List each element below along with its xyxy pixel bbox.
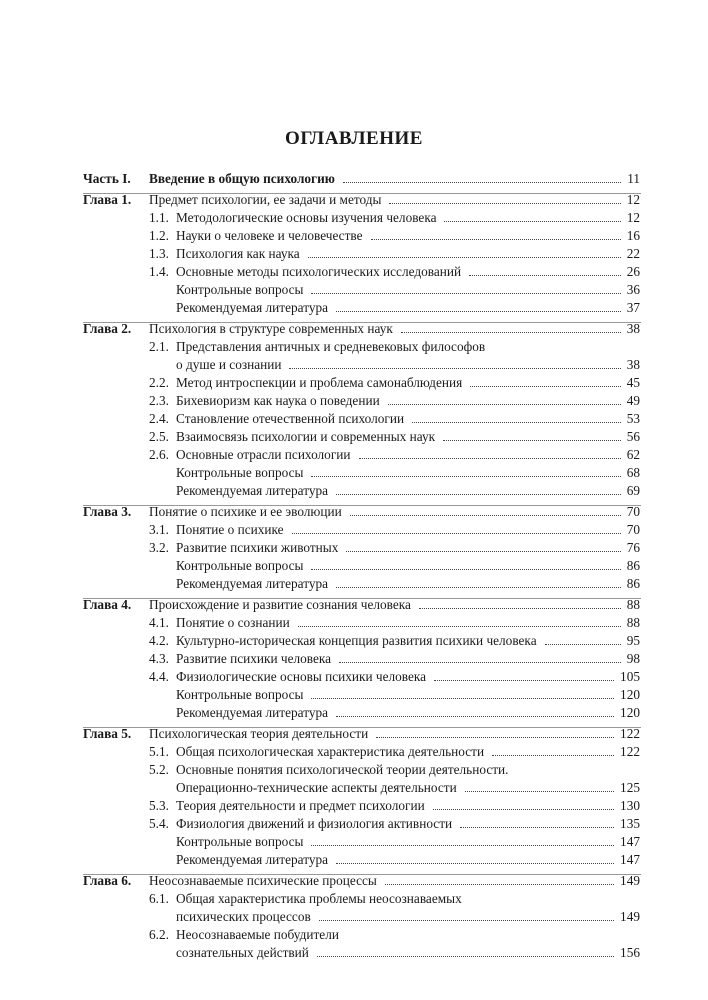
dot-leader [412, 422, 621, 423]
toc-chapter-label: Часть I. [83, 171, 131, 186]
dot-leader [444, 221, 620, 222]
dot-leader [469, 275, 621, 276]
toc-page-number: 120 [620, 687, 640, 702]
toc-entry[interactable] [0, 926, 708, 944]
toc-entry[interactable] [0, 356, 708, 374]
toc-page-number: 147 [620, 852, 640, 867]
dot-leader [545, 644, 621, 645]
toc-entry[interactable] [0, 614, 708, 632]
toc-entry-title: Бихевиоризм как наука о поведении [176, 393, 380, 408]
toc-page-number: 130 [620, 798, 640, 813]
toc-chapter-entry[interactable] [0, 872, 708, 890]
toc-entry-title: Контрольные вопросы [176, 687, 304, 702]
toc-page-number: 22 [626, 246, 640, 261]
toc-page-number: 56 [626, 429, 640, 444]
dot-leader [311, 698, 614, 699]
toc-entry[interactable] [0, 851, 708, 869]
toc-page-number: 120 [620, 705, 640, 720]
toc-entry[interactable] [0, 704, 708, 722]
dot-leader [346, 551, 620, 552]
toc-section-number: 1.2. [149, 228, 169, 243]
toc-chapter-entry[interactable] [0, 725, 708, 743]
toc-entry[interactable] [0, 374, 708, 392]
toc-entry-title: Понятие о психике и ее эволюции [149, 504, 342, 519]
dot-leader [319, 920, 614, 921]
toc-page-number: 149 [620, 873, 640, 888]
toc-entry[interactable] [0, 263, 708, 281]
toc-page-number: 49 [626, 393, 640, 408]
toc-entry-title: Рекомендуемая литература [176, 483, 329, 498]
toc-page-number: 95 [626, 633, 640, 648]
dot-leader [388, 404, 621, 405]
toc-section-number: 4.3. [149, 651, 169, 666]
toc-page-number: 69 [626, 483, 640, 498]
toc-entry[interactable] [0, 392, 708, 410]
dot-leader [311, 569, 620, 570]
toc-entry[interactable] [0, 632, 708, 650]
toc-chapter-entry[interactable] [0, 320, 708, 338]
toc-entry[interactable] [0, 245, 708, 263]
toc-section-number: 2.3. [149, 393, 169, 408]
toc-entry-title: Науки о человеке и человечестве [176, 228, 363, 243]
toc-entry-title: Психология как наука [176, 246, 300, 261]
toc-entry[interactable] [0, 944, 708, 962]
toc-entry-title: Понятие о сознании [176, 615, 290, 630]
toc-entry-title: Развитие психики человека [176, 651, 332, 666]
dot-leader [419, 608, 621, 609]
dot-leader [350, 515, 621, 516]
toc-entry[interactable] [0, 521, 708, 539]
toc-page-number: 12 [626, 192, 640, 207]
toc-entry-title: психических процессов [176, 909, 311, 924]
toc-page-number: 70 [626, 522, 640, 537]
toc-page-number: 122 [620, 744, 640, 759]
dot-leader [434, 680, 614, 681]
toc-entry[interactable] [0, 686, 708, 704]
toc-entry[interactable] [0, 761, 708, 779]
toc-entry-title: Неосознаваемые психические процессы [149, 873, 377, 888]
toc-page-number: 62 [626, 447, 640, 462]
toc-section-number: 3.1. [149, 522, 169, 537]
toc-entry-title: Становление отечественной психологии [176, 411, 405, 426]
toc-page-number: 88 [626, 597, 640, 612]
toc-section-number: 6.2. [149, 927, 169, 942]
toc-section-number: 2.4. [149, 411, 169, 426]
dot-leader [385, 884, 614, 885]
toc-page-number: 88 [626, 615, 640, 630]
toc-page-number: 38 [626, 357, 640, 372]
toc-entry-title: Контрольные вопросы [176, 834, 304, 849]
toc-entry[interactable] [0, 890, 708, 908]
toc-section-number: 4.4. [149, 669, 169, 684]
toc-page-number: 86 [626, 558, 640, 573]
dot-leader [359, 458, 621, 459]
toc-entry-title: Понятие о психике [176, 522, 284, 537]
toc-entry-title: Физиологические основы психики человека [176, 669, 427, 684]
toc-entry[interactable] [0, 539, 708, 557]
toc-entry-title: Основные понятия психологической теории деятельности. [176, 762, 509, 777]
toc-section-number: 2.6. [149, 447, 169, 462]
toc-section-number: 6.1. [149, 891, 169, 906]
toc-entry[interactable] [0, 557, 708, 575]
dot-leader [336, 863, 614, 864]
toc-entry-title: Представления античных и средневековых философов [176, 339, 486, 354]
dot-leader [492, 755, 614, 756]
toc-chapter-entry[interactable] [0, 191, 708, 209]
toc-section-number: 5.1. [149, 744, 169, 759]
toc-chapter-label: Глава 1. [83, 192, 132, 207]
toc-section-number: 5.3. [149, 798, 169, 813]
dot-leader [389, 203, 620, 204]
toc-entry-title: Метод интроспекции и проблема самонаблюдения [176, 375, 463, 390]
toc-page-number: 38 [626, 321, 640, 336]
toc-chapter-label: Глава 4. [83, 597, 132, 612]
page-title: ОГЛАВЛЕНИЕ [285, 128, 423, 149]
toc-section-number: 1.3. [149, 246, 169, 261]
toc-page-number: 70 [626, 504, 640, 519]
toc-entry-title: Рекомендуемая литература [176, 705, 329, 720]
toc-page-number: 122 [620, 726, 640, 741]
toc-chapter-entry[interactable] [0, 596, 708, 614]
toc-section-number: 4.2. [149, 633, 169, 648]
toc-page-number: 147 [620, 834, 640, 849]
toc-entry[interactable] [0, 446, 708, 464]
toc-page-number: 11 [627, 171, 640, 186]
toc-entry-title: Культурно-историческая концепция развития психики человека [176, 633, 537, 648]
toc-entry-title: Психология в структуре современных наук [149, 321, 393, 336]
toc-entry-title: Рекомендуемая литература [176, 852, 329, 867]
toc-entry-title: Предмет психологии, ее задачи и методы [149, 192, 382, 207]
toc-page-number: 156 [620, 945, 640, 960]
toc-page-number: 26 [626, 264, 640, 279]
toc-entry[interactable] [0, 209, 708, 227]
toc-chapter-entry[interactable] [0, 503, 708, 521]
dot-leader [317, 956, 614, 957]
dot-leader [336, 587, 621, 588]
toc-chapter-label: Глава 2. [83, 321, 132, 336]
toc-section-number: 1.4. [149, 264, 169, 279]
toc-section-number: 2.2. [149, 375, 169, 390]
dot-leader [336, 494, 621, 495]
dot-leader [371, 239, 621, 240]
toc-page-number: 45 [626, 375, 640, 390]
dot-leader [343, 182, 621, 183]
toc-page-number: 68 [626, 465, 640, 480]
toc-page-number: 125 [620, 780, 640, 795]
dot-leader [298, 626, 621, 627]
toc-entry[interactable] [0, 797, 708, 815]
toc-page-number: 16 [626, 228, 640, 243]
toc-entry-title: Общая характеристика проблемы неосознаваемых [176, 891, 462, 906]
toc-page-number: 76 [626, 540, 640, 555]
toc-page-number: 36 [626, 282, 640, 297]
toc-entry[interactable] [0, 650, 708, 668]
toc-entry[interactable] [0, 227, 708, 245]
toc-entry-title: Неосознаваемые побудители [176, 927, 339, 942]
toc-page-number: 53 [626, 411, 640, 426]
toc-entry-title: Происхождение и развитие сознания человека [149, 597, 411, 612]
dot-leader [470, 386, 621, 387]
dot-leader [311, 476, 620, 477]
toc-entry[interactable] [0, 410, 708, 428]
toc-entry[interactable] [0, 464, 708, 482]
toc-section-number: 3.2. [149, 540, 169, 555]
toc-entry[interactable] [0, 908, 708, 926]
toc-entry[interactable] [0, 815, 708, 833]
toc-page-number: 149 [620, 909, 640, 924]
toc-page-number: 105 [620, 669, 640, 684]
dot-leader [465, 791, 614, 792]
toc-entry-title: о душе и сознании [176, 357, 282, 372]
toc-section-number: 1.1. [149, 210, 169, 225]
dot-leader [311, 845, 614, 846]
toc-entry[interactable] [0, 338, 708, 356]
toc-entry-title: Физиология движений и физиология активности [176, 816, 453, 831]
dot-leader [376, 737, 614, 738]
toc-section-number: 5.4. [149, 816, 169, 831]
toc-entry-title: Введение в общую психологию [149, 171, 335, 186]
dot-leader [308, 257, 621, 258]
dot-leader [460, 827, 614, 828]
toc-section-number: 4.1. [149, 615, 169, 630]
dot-leader [443, 440, 621, 441]
toc-section-number: 2.5. [149, 429, 169, 444]
dot-leader [339, 662, 621, 663]
toc-entry-title: Психологическая теория деятельности [149, 726, 369, 741]
toc-entry[interactable] [0, 833, 708, 851]
dot-leader [433, 809, 614, 810]
toc-chapter-label: Глава 6. [83, 873, 132, 888]
toc-page-number: 37 [626, 300, 640, 315]
toc-entry-title: Основные методы психологических исследований [176, 264, 462, 279]
toc-entry-title: сознательных действий [176, 945, 309, 960]
toc-page-number: 12 [626, 210, 640, 225]
toc-page-number: 86 [626, 576, 640, 591]
toc-entry-title: Рекомендуемая литература [176, 300, 329, 315]
toc-chapter-label: Глава 3. [83, 504, 132, 519]
dot-leader [336, 311, 621, 312]
toc-entry[interactable] [0, 428, 708, 446]
toc-entry[interactable] [0, 299, 708, 317]
toc-section-number: 2.1. [149, 339, 169, 354]
toc-page-number: 135 [620, 816, 640, 831]
toc-entry-title: Контрольные вопросы [176, 465, 304, 480]
toc-section-number: 5.2. [149, 762, 169, 777]
dot-leader [292, 533, 621, 534]
dot-leader [401, 332, 621, 333]
toc-entry-title: Основные отрасли психологии [176, 447, 351, 462]
toc-entry-title: Взаимосвязь психологии и современных наук [176, 429, 436, 444]
toc-entry-title: Общая психологическая характеристика деятельности [176, 744, 485, 759]
toc-entry-title: Операционно-технические аспекты деятельности [176, 780, 457, 795]
dot-leader [311, 293, 620, 294]
toc-entry-title: Теория деятельности и предмет психологии [176, 798, 425, 813]
toc-entry-title: Контрольные вопросы [176, 282, 304, 297]
toc-entry[interactable] [0, 779, 708, 797]
toc-chapter-entry[interactable] [0, 170, 708, 188]
toc-page-number: 98 [626, 651, 640, 666]
toc-entry-title: Контрольные вопросы [176, 558, 304, 573]
toc-entry-title: Методологические основы изучения человека [176, 210, 437, 225]
toc-entry[interactable] [0, 482, 708, 500]
dot-leader [336, 716, 614, 717]
toc-entry[interactable] [0, 281, 708, 299]
toc-entry-title: Развитие психики животных [176, 540, 339, 555]
toc-entry-title: Рекомендуемая литература [176, 576, 329, 591]
toc-entry[interactable] [0, 668, 708, 686]
toc-chapter-label: Глава 5. [83, 726, 132, 741]
dot-leader [289, 368, 620, 369]
toc-entry[interactable] [0, 743, 708, 761]
toc-entry[interactable] [0, 575, 708, 593]
